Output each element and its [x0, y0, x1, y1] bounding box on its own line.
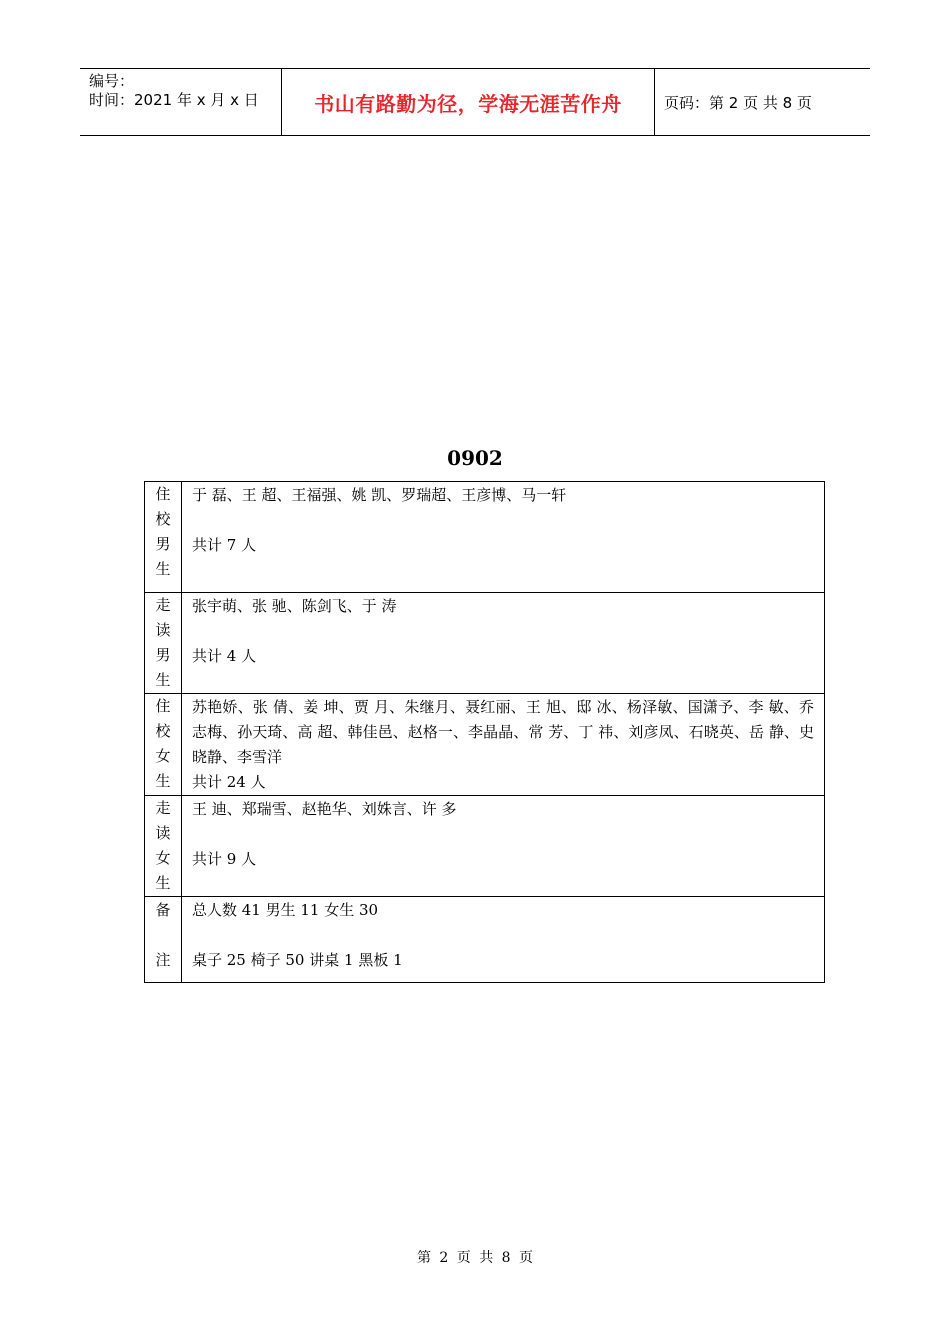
student-total: 共计 24 人 — [192, 773, 266, 791]
table-row — [145, 593, 825, 694]
table-row — [145, 796, 825, 897]
header-motto: 书山有路勤为径，学海无涯苦作舟 — [282, 69, 655, 135]
notes-furniture: 桌子 25 椅子 50 讲桌 1 黑板 1 — [192, 951, 403, 969]
header-number: 编号： — [89, 72, 135, 90]
row-category: 走 读 女 生 — [145, 796, 182, 897]
page-header — [80, 68, 870, 136]
class-title: 0902 — [447, 446, 503, 470]
student-names: 张宇萌、张 驰、陈剑飞、于 涛 — [192, 597, 397, 615]
notes-content — [182, 897, 825, 983]
header-meta — [80, 69, 282, 135]
row-content — [182, 593, 825, 694]
page-footer: 第 2 页 共 8 页 — [416, 1250, 534, 1266]
header-page-number: 页码：第 2 页 共 8 页 — [664, 93, 812, 112]
row-content — [182, 482, 825, 593]
row-content — [182, 796, 825, 897]
row-category: 住 校 男 生 — [145, 482, 182, 593]
notes-summary: 总人数 41 男生 11 女生 30 — [192, 901, 379, 919]
student-names: 于 磊、王 超、王福强、姚 凯、罗瑞超、王彦博、马一轩 — [192, 486, 567, 504]
table-row — [145, 482, 825, 593]
table-row — [145, 694, 825, 796]
student-total: 共计 7 人 — [192, 536, 257, 554]
row-content — [182, 694, 825, 796]
row-category: 住 校 女 生 — [145, 694, 182, 796]
row-category: 走 读 男 生 — [145, 593, 182, 694]
student-names: 苏艳娇、张 倩、姜 坤、贾 月、朱继月、聂红丽、王 旭、邸 冰、杨泽敏、国潇予、李 敏、乔志梅、孙天琦、高 超、韩佳邑、赵格一、李晶晶、常 芳、丁 祎、刘彦凤、石晓英、岳 静、史晓静、李雪洋 — [192, 698, 814, 766]
student-names: 王 迪、郑瑞雪、赵艳华、刘姝言、许 多 — [192, 800, 457, 818]
class-roster-table — [144, 481, 825, 983]
notes-category: 备 注 — [145, 897, 182, 983]
table-row-notes — [145, 897, 825, 983]
student-total: 共计 4 人 — [192, 647, 257, 665]
student-total: 共计 9 人 — [192, 850, 257, 868]
header-date: 时间：2021 年 x 月 x 日 — [89, 91, 259, 109]
